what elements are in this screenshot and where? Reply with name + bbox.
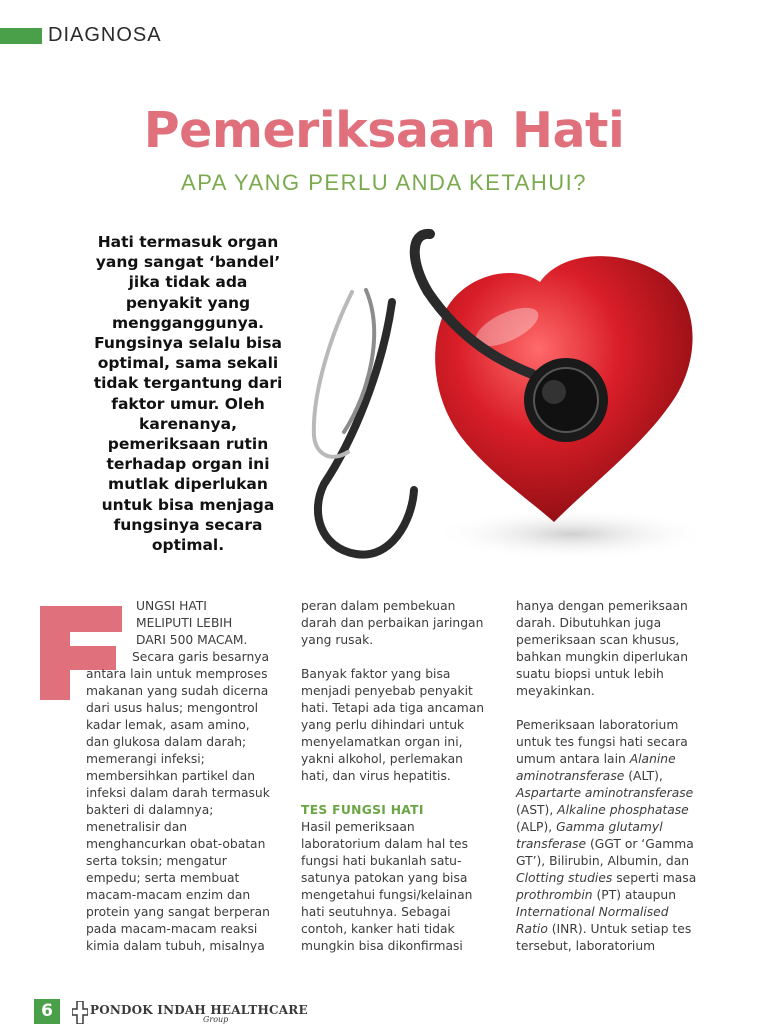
col3-paragraph-1: hanya dengan pemeriksaan darah. Dibutuhkan juga pemeriksaan scan khusus, bahkan mungkin diperlukan suatu biopsi untuk lebih meyakinkan. xyxy=(516,599,688,698)
lead-line-3: DARI 500 MACAM. xyxy=(136,633,248,647)
lead-line-2: MELIPUTI LEBIH xyxy=(136,616,233,630)
col2-paragraph-1: peran dalam pembekuan darah dan perbaikan jaringan yang rusak. xyxy=(301,599,484,647)
article-title: Pemeriksaan Hati xyxy=(143,102,625,159)
heart-stethoscope-illustration xyxy=(292,222,704,574)
page-number: 6 xyxy=(41,1001,53,1021)
lead-line-1: UNGSI HATI xyxy=(136,599,207,613)
col2-paragraph-3: Hasil pemeriksaan laboratorium dalam hal tes fungsi hati bukanlah satu-satunya patokan yang bisa mengetahui fungsi/kelainan hati seutuhnya. Sebagai contoh, kanker hati tidak mungkin bisa dikonfirmasi xyxy=(301,820,473,953)
col3-paragraph-2: Pemeriksaan laboratorium untuk tes fungsi hati secara umum antara lain Alanine aminotransferase (ALT), Aspartarte aminotransferase (AST), Alkaline phosphatase (ALP), Gamma glutamyl transferase (GGT or ‘Gamma GT’), Bilirubin, Albumin, dan Clotting studies seperti masa prothrombin (PT) ataupun International Normalised Ratio (INR). Untuk setiap tes tersebut, laboratorium xyxy=(516,718,697,953)
article-subtitle: APA YANG PERLU ANDA KETAHUI? xyxy=(181,170,587,195)
brand-cross-logo-icon xyxy=(72,1001,88,1024)
body-column-2 xyxy=(301,598,485,972)
section-bar xyxy=(0,28,42,44)
subheading-liver-function-test: TES FUNGSI HATI xyxy=(301,803,424,817)
brand-name: PONDOK INDAH HEALTHCARE xyxy=(90,1003,308,1017)
brand-group-label: Group xyxy=(203,1015,229,1024)
body-column-3 xyxy=(516,598,702,972)
body-column-1 xyxy=(86,598,276,972)
heart-shadow xyxy=(432,508,704,560)
article-intro: Hati termasuk organ yang sangat ‘bandel’ jika tidak ada penyakit yang mengganggunya. Fungsinya selalu bisa optimal, sama sekali tidak tergantung dari faktor umur. Oleh karenanya, pemeriksaan rutin terhadap organ ini mutlak diperlukan untuk bisa menjaga fungsinya secara optimal. xyxy=(93,233,283,555)
col1-paragraph: Secara garis besarnya antara lain untuk memproses makanan yang sudah dicerna dari usus halus; mengontrol kadar lemak, asam amino, dan glukosa dalam darah; memerangi infeksi; membersihkan partikel dan infeksi dalam darah termasuk bakteri di dalamnya; menetralisir dan menghancurkan obat-obatan serta toksin; mengatur empedu; serta membuat macam-macam enzim dan protein yang sangat berperan pada macam-macam reaksi kimia dalam tubuh, misalnya xyxy=(86,650,270,953)
col2-paragraph-2: Banyak faktor yang bisa menjadi penyebab penyakit hati. Tetapi ada tiga ancaman yang perlu dihindari untuk menyelamatkan organ ini, yakni alkohol, perlemakan hati, dan virus hepatitis. xyxy=(301,667,485,783)
section-label: DIAGNOSA xyxy=(48,24,162,46)
